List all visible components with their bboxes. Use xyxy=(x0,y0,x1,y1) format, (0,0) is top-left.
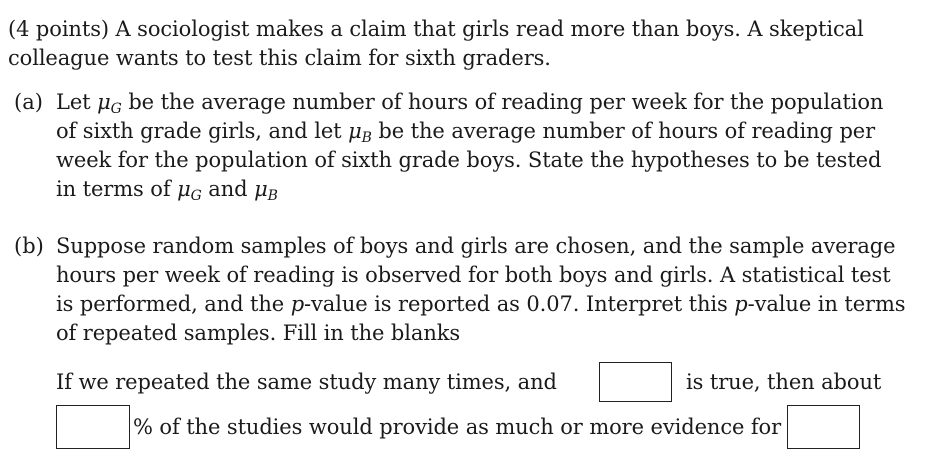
part-a-line-4: in terms of $\mu_G$ and $\mu_B$ xyxy=(56,177,278,204)
part-a-line-2: of sixth grade girls, and let $\mu_B$ be the average number of hours of reading per xyxy=(56,119,876,146)
answer-box-percent[interactable] xyxy=(56,405,130,449)
part-b-tag: (b) xyxy=(14,234,44,258)
part-b-line-4: of repeated samples. Fill in the blanks xyxy=(56,321,461,345)
part-a-line-3: week for the population of sixth grade boys. State the hypotheses to be tested xyxy=(56,148,882,172)
part-a-tag: (a) xyxy=(14,90,43,114)
answer-box-hypothesis[interactable] xyxy=(599,362,672,402)
answer-box-evidence[interactable] xyxy=(787,405,860,449)
blank-sentence-2: % of the studies would provide as much or more evidence for xyxy=(133,415,782,439)
problem-intro-line-1: (4 points) A sociologist makes a claim that girls read more than boys. A skeptical xyxy=(8,17,864,41)
blank-sentence-1-end: is true, then about xyxy=(686,370,882,394)
part-b-line-2: hours per week of reading is observed for both boys and girls. A statistical test xyxy=(56,263,891,287)
problem-intro-line-2: colleague wants to test this claim for sixth graders. xyxy=(8,46,551,70)
part-a-line-1: Let $\mu_G$ be the average number of hours of reading per week for the population xyxy=(56,90,884,117)
part-b-line-1: Suppose random samples of boys and girls are chosen, and the sample average xyxy=(56,234,896,258)
blank-sentence-1-start: If we repeated the same study many times, and xyxy=(56,370,557,394)
part-b-line-3: is performed, and the p-value is reported as 0.07. Interpret this p-value in terms xyxy=(56,292,906,316)
